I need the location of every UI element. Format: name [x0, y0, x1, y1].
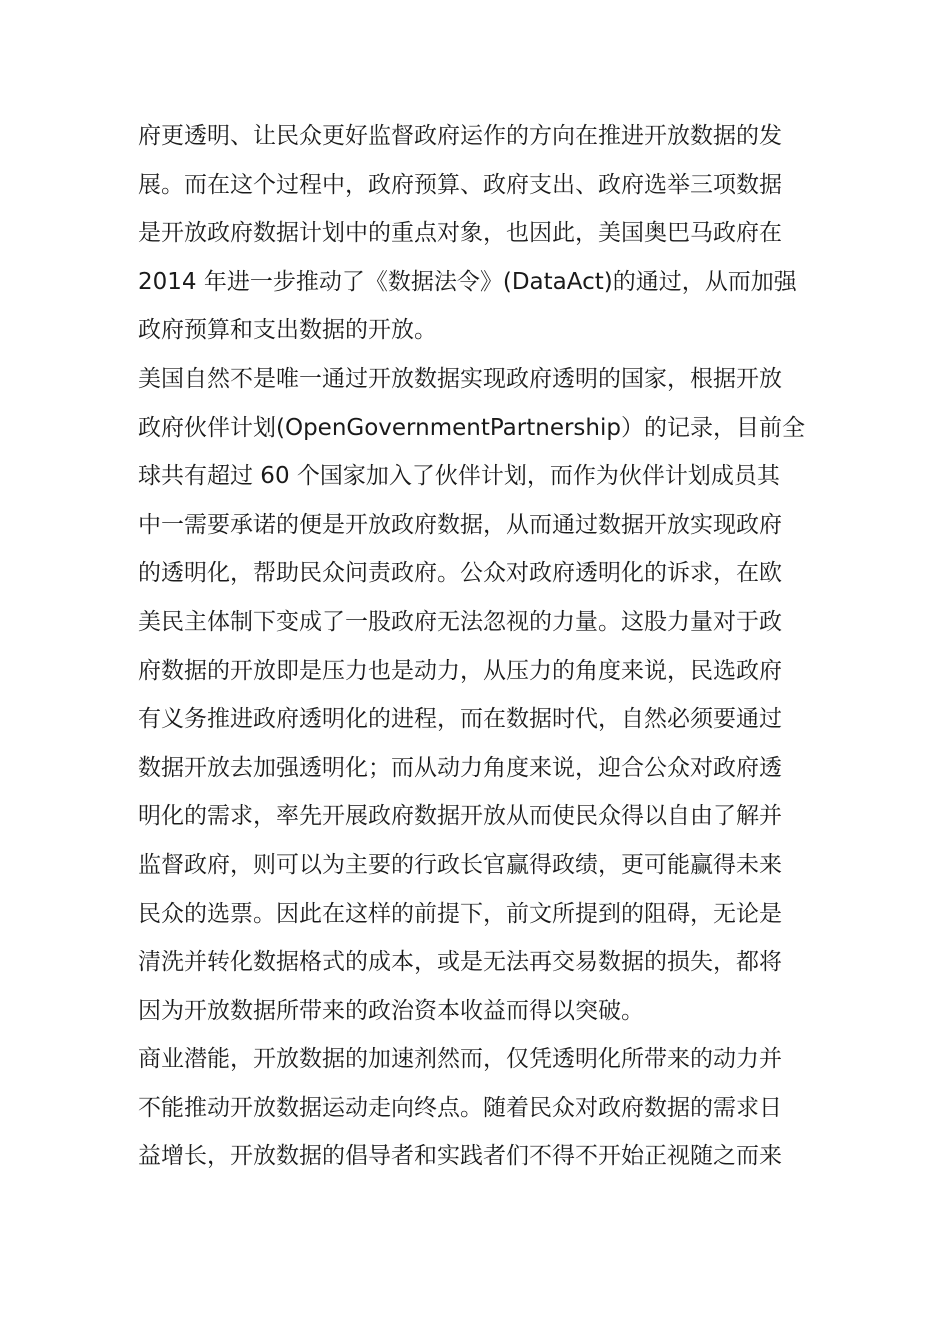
text-line: 美国自然不是唯一通过开放数据实现政府透明的国家，根据开放 — [138, 365, 782, 392]
paragraph — [138, 355, 818, 1035]
text-line: 民众的选票。因此在这样的前提下，前文所提到的阻碍，无论是 — [138, 900, 782, 927]
text-line: 监督政府，则可以为主要的行政长官赢得政绩，更可能赢得未来 — [138, 851, 782, 878]
text-line: 府更透明、让民众更好监督政府运作的方向在推进开放数据的发 — [138, 123, 782, 149]
text-line: 美民主体制下变成了一股政府无法忽视的力量。这股力量对于政 — [138, 608, 782, 635]
paragraph — [138, 112, 818, 355]
text-line: 球共有超过 60 个国家加入了伙伴计划，而作为伙伴计划成员其 — [138, 463, 780, 490]
text-line: 2014 年进一步推动了《数据法令》(DataAct)的通过，从而加强 — [138, 268, 797, 295]
text-line: 政府预算和支出数据的开放。 — [138, 317, 437, 344]
text-line: 数据开放去加强透明化；而从动力角度来说，迎合公众对政府透 — [138, 754, 782, 781]
text-line: 府数据的开放即是压力也是动力，从压力的角度来说，民选政府 — [138, 657, 782, 684]
text-line: 政府伙伴计划(OpenGovernmentPartnership）的记录，目前全 — [138, 414, 805, 441]
text-line: 展。而在这个过程中，政府预算、政府支出、政府选举三项数据 — [138, 171, 782, 198]
text-line: 商业潜能，开放数据的加速剂然而，仅凭透明化所带来的动力并 — [138, 1046, 782, 1073]
text-line: 的透明化，帮助民众问责政府。公众对政府透明化的诉求，在欧 — [138, 560, 782, 587]
text-line: 有义务推进政府透明化的进程，而在数据时代，自然必须要通过 — [138, 706, 782, 733]
paragraph — [138, 1035, 818, 1181]
text-line: 明化的需求，率先开展政府数据开放从而使民众得以自由了解并 — [138, 803, 782, 830]
text-line: 清洗并转化数据格式的成本，或是无法再交易数据的损失，都将 — [138, 949, 782, 976]
text-line: 因为开放数据所带来的政治资本收益而得以突破。 — [138, 997, 644, 1024]
text-line: 中一需要承诺的便是开放政府数据，从而通过数据开放实现政府 — [138, 511, 782, 538]
text-line: 益增长，开放数据的倡导者和实践者们不得不开始正视随之而来 — [138, 1143, 782, 1170]
text-line: 不能推动开放数据运动走向终点。随着民众对政府数据的需求日 — [138, 1094, 782, 1121]
body-text — [138, 112, 818, 1181]
text-line: 是开放政府数据计划中的重点对象，也因此，美国奥巴马政府在 — [138, 220, 782, 247]
